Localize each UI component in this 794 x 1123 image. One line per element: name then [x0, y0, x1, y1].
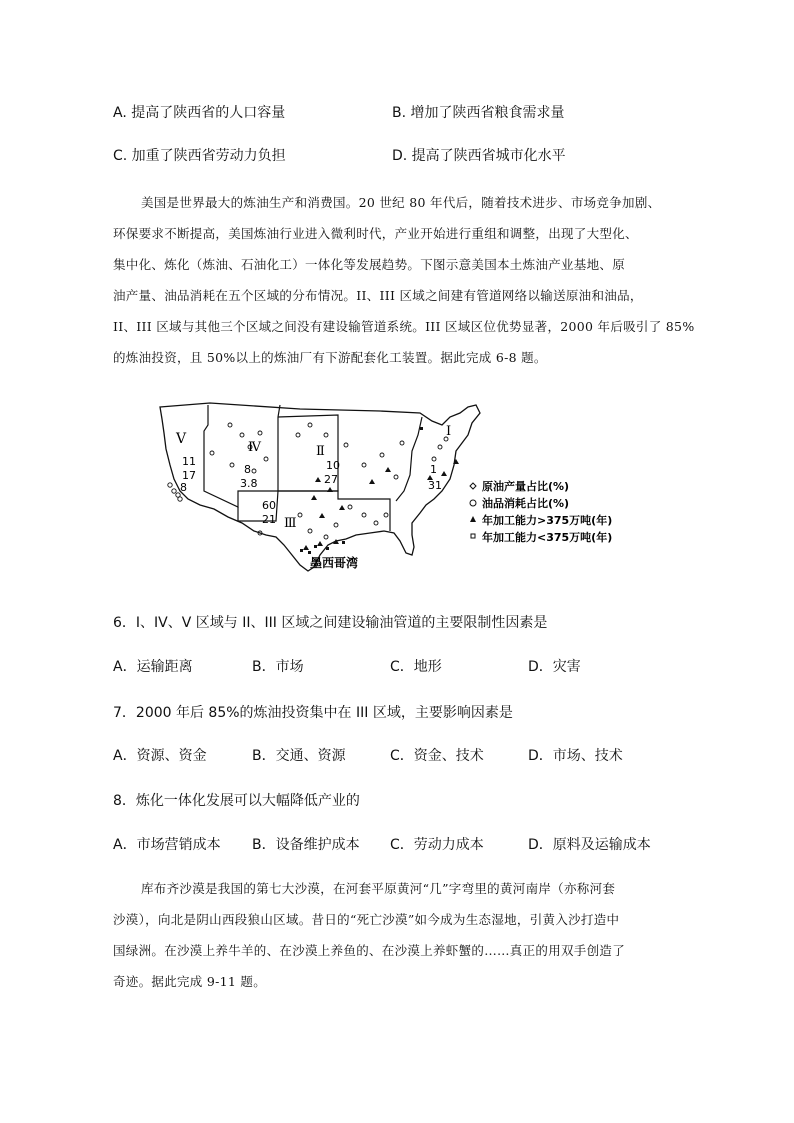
passage-kubuqi: [113, 873, 683, 997]
passage-line: 沙漠），向北是阴山西段狼山区域。昔日的“死亡沙漠”如今成为生态湿地，引黄入沙打造中: [113, 912, 620, 927]
passage-line: 奇迹。据此完成 9-11 题。: [113, 974, 267, 989]
region-label-iii: Ⅲ: [284, 516, 297, 531]
q7-stem: 7．2000 年后 85%的炼油投资集中在 III 区域，主要影响因素是: [113, 705, 513, 721]
region-ii-oil: 10: [326, 459, 340, 472]
region-iv-oil: 8: [244, 463, 251, 476]
q7-option-d: D．市场、技术: [528, 748, 623, 764]
q6-option-c: C．地形: [390, 659, 442, 675]
q6-option-b: B．市场: [252, 659, 304, 675]
q8-option-b: B．设备维护成本: [252, 837, 360, 853]
region-label-v: V: [176, 431, 187, 447]
region-label-iv: Ⅳ: [248, 440, 261, 455]
region-v-oil: 11: [182, 455, 196, 468]
region-i-consume: 31: [428, 479, 442, 492]
region-iii-oil: 60: [262, 499, 276, 512]
region-i-oil: 1: [430, 463, 437, 476]
passage-line: 美国是世界最大的炼油生产和消费国。20 世纪 80 年代后，随着技术进步、市场竞争加剧、: [141, 195, 661, 210]
q7-option-c: C．资金、技术: [390, 748, 484, 764]
q6-stem: 6．I、IV、V 区域与 II、III 区域之间建设输油管道的主要限制性因素是: [113, 615, 548, 631]
passage-line: 油产量、油品消耗在五个区域的分布情况。II、III 区域之间建有管道网络以输送原油和油品，: [113, 288, 643, 303]
passage-line: 的炼油投资，且 50%以上的炼油厂有下游配套化工装置。据此完成 6-8 题。: [113, 350, 547, 365]
q7-option-a: A．资源、资金: [113, 748, 207, 764]
gulf-label: 墨西哥湾: [310, 556, 359, 570]
option-b: B. 增加了陕西省粮食需求量: [392, 105, 565, 121]
passage-line: 库布齐沙漠是我国的第七大沙漠，在河套平原黄河“几”字弯里的黄河南岸（亦称河套: [141, 881, 616, 896]
option-c: C. 加重了陕西省劳动力负担: [113, 148, 286, 164]
passage-line: II、III 区域与其他三个区域之间没有建设输管道系统。III 区域区位优势显著，2000 年后吸引了 85%: [113, 319, 695, 334]
region-v-extra: 8: [180, 481, 187, 494]
passage-line: 集中化、炼化（炼油、石油化工）一体化等发展趋势。下图示意美国本土炼油产业基地、原: [113, 257, 626, 272]
q8-option-a: A．市场营销成本: [113, 837, 221, 853]
legend-oil: 原油产量占比(%): [482, 480, 570, 493]
region-label-ii: Ⅱ: [316, 444, 325, 459]
q8-option-d: D．原料及运输成本: [528, 837, 651, 853]
map-legend: [470, 479, 612, 544]
option-a: A. 提高了陕西省的人口容量: [113, 105, 286, 121]
us-refining-map: [150, 395, 660, 580]
passage-line: 国绿洲。在沙漠上养牛羊的、在沙漠上养鱼的、在沙漠上养虾蟹的……真正的用双手创造了: [113, 943, 626, 958]
q8-stem: 8．炼化一体化发展可以大幅降低产业的: [113, 793, 360, 809]
region-iv-consume: 3.8: [240, 477, 258, 490]
legend-small: 年加工能力<375万吨(年): [482, 531, 613, 544]
region-v-consume: 17: [182, 469, 196, 482]
passage-line: 环保要求不断提高，美国炼油行业进入微利时代，产业开始进行重组和调整，出现了大型化、: [113, 226, 638, 241]
q6-option-a: A．运输距离: [113, 659, 193, 675]
q6-option-d: D．灾害: [528, 659, 581, 675]
passage-refining: [113, 187, 695, 373]
q7-option-b: B．交通、资源: [252, 748, 346, 764]
legend-consume: 油品消耗占比(%): [482, 497, 570, 510]
region-label-i: I: [446, 424, 452, 439]
q8-option-c: C．劳动力成本: [390, 837, 484, 853]
region-ii-consume: 27: [324, 473, 338, 486]
region-iii-consume: 21: [262, 513, 276, 526]
option-d: D. 提高了陕西省城市化水平: [392, 148, 566, 164]
legend-large: 年加工能力>375万吨(年): [482, 514, 613, 527]
